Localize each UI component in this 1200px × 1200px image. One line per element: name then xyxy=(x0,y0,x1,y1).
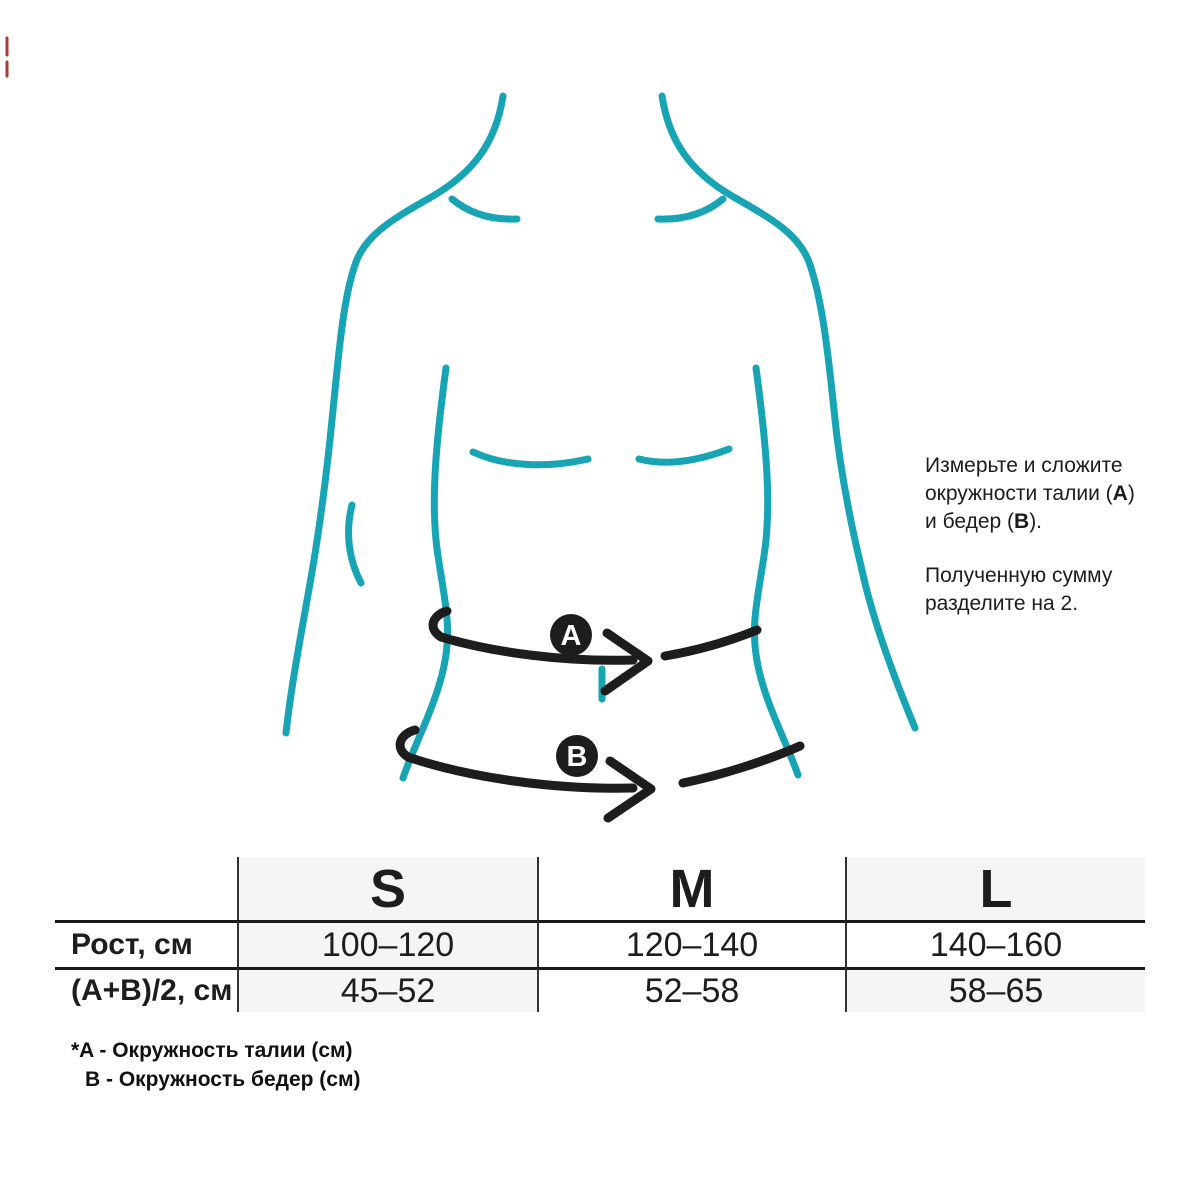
ab-half-value-l: 58–65 xyxy=(845,967,1145,1012)
height-value-s: 100–120 xyxy=(237,920,537,967)
hip-arrow-back-segment xyxy=(683,746,800,783)
torso-side-right-line xyxy=(754,368,798,775)
size-table xyxy=(55,857,1145,1012)
body-outline-right-line xyxy=(662,96,915,728)
waist-badge-letter: A xyxy=(560,620,582,652)
size-header-s: S xyxy=(237,857,537,920)
instruction-line: Измерьте и сложите xyxy=(925,454,1123,477)
instruction-line: и бедер (B). xyxy=(925,510,1043,533)
collarbone-right-line xyxy=(658,199,723,219)
arm-elbow-left-line xyxy=(349,505,361,583)
collarbone-left-line xyxy=(452,199,517,219)
chest-left-line xyxy=(473,452,588,465)
torso-side-left-line xyxy=(403,368,448,778)
height-value-l: 140–160 xyxy=(845,920,1145,967)
measuring-instructions xyxy=(925,452,1155,618)
footnote-b: B - Окружность бедер (см) xyxy=(85,1068,361,1091)
table-corner-cell xyxy=(55,857,237,920)
waist-arrow-back-segment xyxy=(665,630,757,656)
waist-arrow-arc xyxy=(433,611,633,660)
chest-right-line xyxy=(639,449,729,462)
footnotes xyxy=(71,1036,361,1094)
size-header-m: M xyxy=(537,857,845,920)
hip-badge-letter: B xyxy=(566,741,588,773)
ab-half-value-m: 52–58 xyxy=(537,967,845,1012)
row-label-ab-half: (A+B)/2, см xyxy=(55,967,237,1012)
height-value-m: 120–140 xyxy=(537,920,845,967)
hip-arrow-arc xyxy=(400,730,633,788)
row-label-height: Рост, см xyxy=(55,920,237,967)
instruction-paragraph-gap xyxy=(925,536,1155,562)
body-outline-left-line xyxy=(286,96,503,733)
instruction-line: окружности талии (A) xyxy=(925,482,1135,505)
instruction-line: Полученную сумму xyxy=(925,564,1113,587)
size-header-l: L xyxy=(845,857,1145,920)
ab-half-value-s: 45–52 xyxy=(237,967,537,1012)
instruction-line: разделите на 2. xyxy=(925,592,1079,615)
footnote-a: *A - Окружность талии (см) xyxy=(71,1039,353,1062)
